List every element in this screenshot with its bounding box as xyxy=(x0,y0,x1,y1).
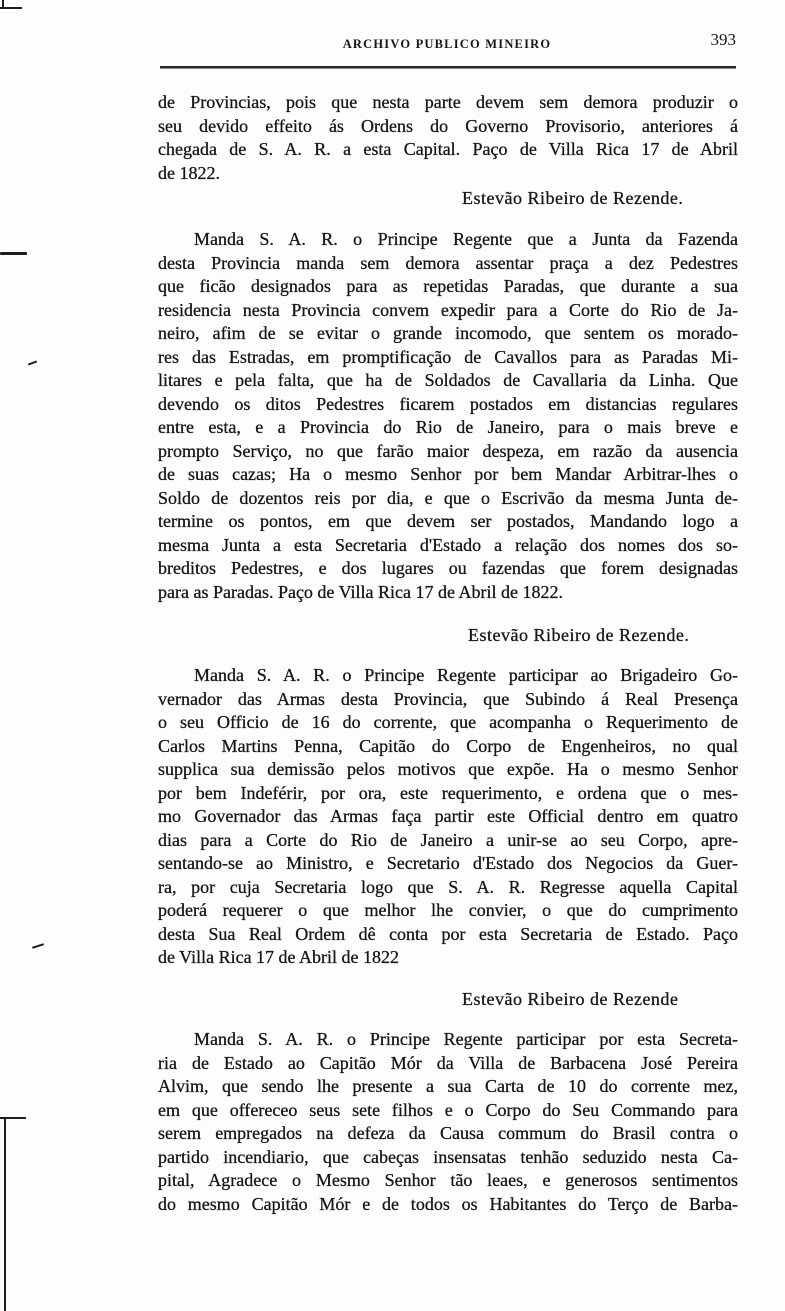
text-line: o seu Officio de 16 do corrente, que acompanha o Requerimento de xyxy=(158,712,738,732)
text-line: Soldo de dozentos reis por dia, e que o Escrivão da mesma Junta de- xyxy=(158,487,738,508)
text-line: Manda S. A. R. o Principe Regente participar por esta Secreta- xyxy=(194,1029,738,1049)
text-line: res das Estradas, em promptificação de Cavallos para as Paradas Mi- xyxy=(158,346,738,367)
text-line: do mesmo Capitão Mór e de todos os Habitantes do Terço de Barba- xyxy=(158,1193,738,1214)
text-line: Alvim, que sendo lhe presente a sua Carta de 10 do corrente mez, xyxy=(158,1076,738,1096)
text-line: por bem Indeférir, por ora, este requerimento, e ordena que o mes- xyxy=(158,782,738,803)
paragraph xyxy=(158,91,738,185)
text-line: Carlos Martins Penna, Capitão do Corpo de Engenheiros, no qual xyxy=(158,735,738,756)
text-line: de Villa Rica 17 de Abril de 1822 xyxy=(158,947,400,967)
text-line: poderá requerer o que melhor lhe convier, o que do cumprimento xyxy=(158,900,738,920)
text-line: mesma Junta a esta Secretaria d'Estado a relação dos nomes dos so- xyxy=(158,534,738,555)
scan-margin-mark xyxy=(2,0,4,9)
text-line: para as Paradas. Paço de Villa Rica 17 de Abril de 1822. xyxy=(158,581,563,602)
text-line: dias para a Corte do Rio de Janeiro a unir-se ao seu Corpo, apre- xyxy=(158,829,738,850)
text-line: ra, por cuja Secretaria logo que S. A. R. Regresse aquella Capital xyxy=(158,876,738,897)
text-line: residencia nesta Provincia convem expedir para a Corte do Rio de Ja- xyxy=(158,299,738,320)
text-line: que ficão designados para as repetidas Paradas, que durante a sua xyxy=(158,276,738,296)
text-line: desta Provincia manda sem demora assentar praça a dez Pedestres xyxy=(158,252,738,273)
text-line: breditos Pedestres, e dos lugares ou fazendas que forem designadas xyxy=(158,558,738,578)
page-number: 393 xyxy=(710,30,736,49)
text-line: Manda S. A. R. o Principe Regente que a Junta da Fazenda xyxy=(194,229,738,249)
text-line: de Provincias, pois que nesta parte devem sem demora produzir o xyxy=(158,92,738,112)
text-line: devendo os ditos Pedestres ficarem postados em distancias regulares xyxy=(158,393,738,414)
text-line: neiro, afim de se evitar o grande incomodo, que sentem os morado- xyxy=(158,323,738,343)
text-line: seu devido effeito ás Ordens do Governo Provisorio, anteriores á xyxy=(158,115,738,136)
running-title: ARCHIVO PUBLICO MINEIRO xyxy=(342,37,552,51)
text-line: prompto Serviço, no que farão maior despeza, em razão da ausencia xyxy=(158,440,738,461)
text-line: termine os pontos, em que devem ser postados, Mandando logo a xyxy=(158,511,738,531)
paragraph xyxy=(158,664,738,970)
header-rule xyxy=(160,66,736,68)
signature: Estevão Ribeiro de Rezende xyxy=(462,989,679,1009)
text-line: entre esta, e a Provincia do Rio de Janeiro, para o mais breve e xyxy=(158,417,738,437)
text-line: mo Governador das Armas faça partir este Official dentro em quatro xyxy=(158,806,738,826)
scan-margin-mark xyxy=(4,1117,6,1311)
text-line: serem empregados na defeza da Causa commum do Brasil contra o xyxy=(158,1123,738,1143)
text-line: em que offereceo seus sete filhos e o Corpo do Seu Commando para xyxy=(158,1099,738,1120)
text-line: litares e pela falta, que ha de Soldados de Cavallaria da Linha. Que xyxy=(158,370,738,390)
text-line: chegada de S. A. R. a esta Capital. Paço de Villa Rica 17 de Abril xyxy=(158,139,738,159)
text-line: de 1822. xyxy=(158,162,220,183)
text-line: supplica sua demissão pelos motivos que expõe. Ha o mesmo Senhor xyxy=(158,759,738,779)
text-line: ria de Estado ao Capitão Mór da Villa de Barbacena José Pereira xyxy=(158,1052,738,1073)
scan-margin-mark xyxy=(28,361,37,366)
page-body xyxy=(158,91,738,1216)
text-line: partido incendiario, que cabeças insensatas tenhão seduzido nesta Ca- xyxy=(158,1146,738,1167)
text-line: Manda S. A. R. o Principe Regente participar ao Brigadeiro Go- xyxy=(194,665,738,685)
signature: Estevão Ribeiro de Rezende. xyxy=(462,188,684,208)
signature: Estevão Ribeiro de Rezende. xyxy=(468,625,690,645)
scan-margin-mark xyxy=(0,252,27,255)
paragraph xyxy=(158,1028,738,1216)
text-line: desta Sua Real Ordem dê conta por esta Secretaria de Estado. Paço xyxy=(158,923,738,944)
paragraph xyxy=(158,228,738,604)
text-line: sentando-se ao Ministro, e Secretario d'Estado dos Negocios da Guer- xyxy=(158,853,738,873)
text-line: vernador das Armas desta Provincia, que Subindo á Real Presença xyxy=(158,688,738,709)
text-line: pital, Agradece o Mesmo Senhor tão leaes, e generosos sentimentos xyxy=(158,1170,738,1190)
scan-margin-mark xyxy=(32,943,44,949)
text-line: de suas cazas; Ha o mesmo Senhor por bem Mandar Arbitrar-lhes o xyxy=(158,464,738,484)
